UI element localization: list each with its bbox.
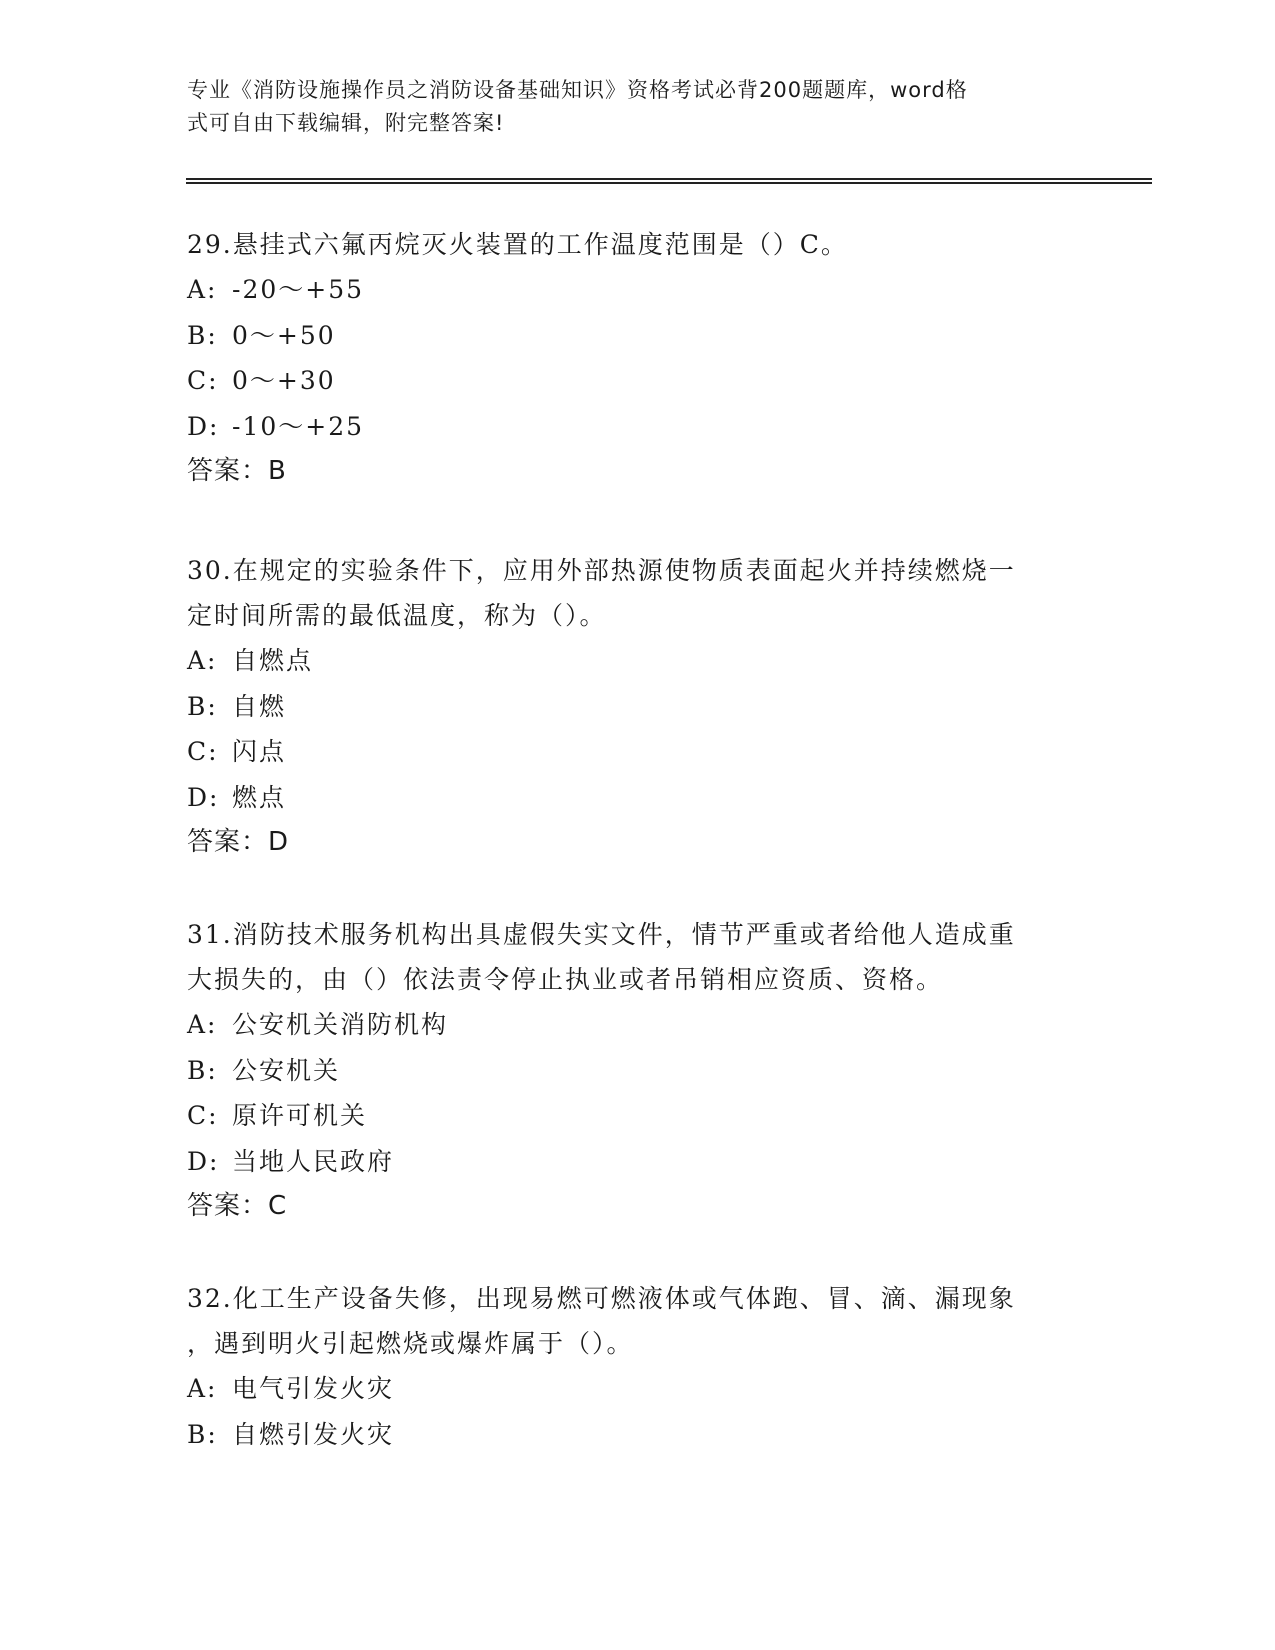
option-b	[187, 1048, 1087, 1094]
question-stem-line-2: ，遇到明火引起燃烧或爆炸属于（）。	[187, 1329, 634, 1358]
answer-line: 答案：B	[187, 456, 287, 486]
question-stem-line-1: 30.在规定的实验条件下，应用外部热源使物质表面起火并持续燃烧一	[187, 556, 1016, 585]
question-stem-line-2: 大损失的，由（）依法责令停止执业或者吊销相应资质、资格。	[187, 965, 944, 994]
option-a	[187, 638, 1087, 684]
question-stem: 29.悬挂式六氟丙烷灭火装置的工作温度范围是（）C。	[187, 230, 848, 259]
option-a	[187, 1366, 1087, 1412]
option-key: C:	[187, 1101, 219, 1130]
option-key: C:	[187, 366, 219, 395]
option-text: 当地人民政府	[232, 1146, 395, 1176]
option-d	[187, 404, 1087, 450]
question-30	[187, 548, 1087, 865]
option-key: B:	[187, 1419, 218, 1449]
question-31	[187, 912, 1087, 1229]
option-text: 自燃	[232, 691, 287, 721]
option-text: -10～+25	[232, 411, 365, 441]
question-32	[187, 1276, 1087, 1457]
option-key: A:	[187, 275, 218, 304]
question-29	[187, 222, 1087, 494]
option-c	[187, 729, 1087, 775]
option-d	[187, 775, 1087, 821]
option-key: B:	[187, 691, 218, 721]
question-stem-line-1: 32.化工生产设备失修，出现易燃可燃液体或气体跑、冒、滴、漏现象	[187, 1284, 1016, 1313]
option-text: 燃点	[232, 782, 287, 812]
option-b	[187, 1412, 1087, 1458]
option-text: 闪点	[232, 737, 287, 766]
option-text: 公安机关	[232, 1055, 341, 1085]
option-key: C:	[187, 737, 219, 766]
option-key: B:	[187, 1055, 218, 1085]
option-b	[187, 313, 1087, 359]
option-b	[187, 684, 1087, 730]
option-key: D:	[187, 1146, 220, 1176]
option-c	[187, 1093, 1087, 1139]
question-stem-line-2: 定时间所需的最低温度，称为（）。	[187, 601, 607, 630]
option-key: D:	[187, 782, 220, 812]
option-text: 电气引发火灾	[232, 1374, 395, 1403]
option-text: 0～+50	[232, 320, 336, 350]
header-line-2: 式可自由下载编辑，附完整答案!	[187, 111, 505, 135]
answer-line: 答案：C	[187, 1191, 288, 1221]
option-text: 0～+30	[232, 366, 336, 395]
option-key: A:	[187, 646, 218, 675]
option-text: 原许可机关	[232, 1101, 368, 1130]
option-text: 自燃点	[232, 646, 314, 675]
option-key: A:	[187, 1010, 218, 1039]
header-divider	[186, 178, 1152, 184]
option-c	[187, 358, 1087, 404]
option-d	[187, 1139, 1087, 1185]
option-text: -20～+55	[232, 275, 365, 304]
option-text: 公安机关消防机构	[232, 1010, 449, 1039]
option-key: B:	[187, 320, 218, 350]
question-stem-line-1: 31.消防技术服务机构出具虚假失实文件，情节严重或者给他人造成重	[187, 920, 1016, 949]
option-a	[187, 1002, 1087, 1048]
option-a	[187, 267, 1087, 313]
option-key: D:	[187, 411, 220, 441]
option-text: 自燃引发火灾	[232, 1419, 395, 1449]
document-header	[187, 74, 1067, 140]
header-line-1: 专业《消防设施操作员之消防设备基础知识》资格考试必背200题题库，word格	[187, 78, 968, 102]
option-key: A:	[187, 1374, 218, 1403]
answer-line: 答案：D	[187, 827, 290, 857]
